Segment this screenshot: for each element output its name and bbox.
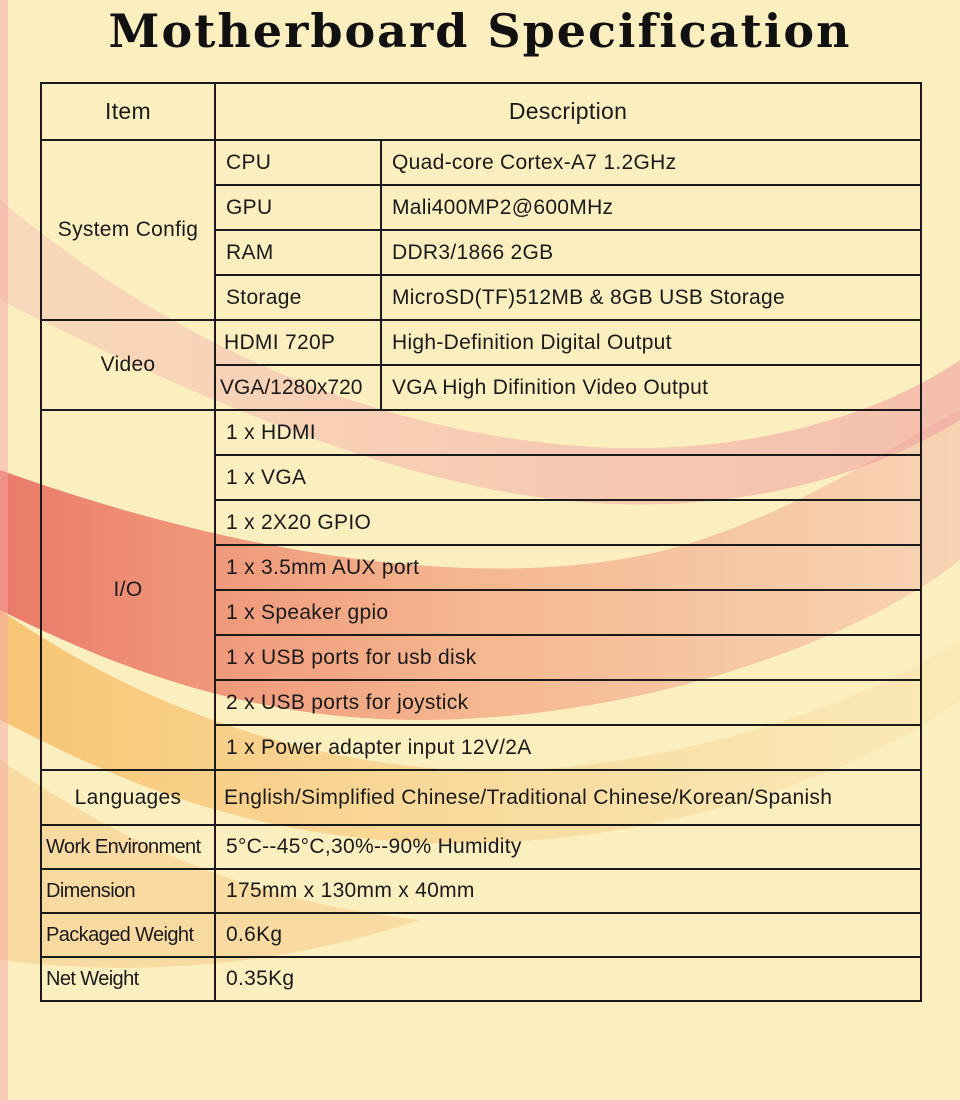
category-video: Video <box>41 320 215 410</box>
category-languages: Languages <box>41 770 215 825</box>
spec-value: High-Definition Digital Output <box>381 320 921 365</box>
io-item: 1 x 2X20 GPIO <box>215 500 921 545</box>
table-row <box>41 320 921 365</box>
io-item: 1 x 3.5mm AUX port <box>215 545 921 590</box>
spec-table <box>40 82 922 1002</box>
spec-value: DDR3/1866 2GB <box>381 230 921 275</box>
io-item: 1 x HDMI <box>215 410 921 455</box>
category-net-weight: Net Weight <box>41 957 215 1001</box>
category-dimension: Dimension <box>41 869 215 913</box>
spec-key: GPU <box>215 185 381 230</box>
spec-key: VGA/1280x720 <box>215 365 381 410</box>
table-row <box>41 410 921 455</box>
header-description: Description <box>215 83 921 140</box>
packaged-weight-value: 0.6Kg <box>215 913 921 957</box>
languages-value: English/Simplified Chinese/Traditional Chinese/Korean/Spanish <box>215 770 921 825</box>
category-io: I/O <box>41 410 215 770</box>
io-item: 2 x USB ports for joystick <box>215 680 921 725</box>
dimension-value: 175mm x 130mm x 40mm <box>215 869 921 913</box>
spec-value: VGA High Difinition Video Output <box>381 365 921 410</box>
table-row <box>41 957 921 1001</box>
table-row <box>41 770 921 825</box>
io-item: 1 x Power adapter input 12V/2A <box>215 725 921 770</box>
header-item: Item <box>41 83 215 140</box>
spec-key: Storage <box>215 275 381 320</box>
io-item: 1 x USB ports for usb disk <box>215 635 921 680</box>
io-item: 1 x VGA <box>215 455 921 500</box>
category-packaged-weight: Packaged Weight <box>41 913 215 957</box>
table-header-row <box>41 83 921 140</box>
spec-value: Mali400MP2@600MHz <box>381 185 921 230</box>
spec-value: MicroSD(TF)512MB & 8GB USB Storage <box>381 275 921 320</box>
page-title: Motherboard Specification <box>108 4 852 58</box>
spec-key: HDMI 720P <box>215 320 381 365</box>
spec-key: RAM <box>215 230 381 275</box>
spec-key: CPU <box>215 140 381 185</box>
table-row <box>41 140 921 185</box>
category-system-config: System Config <box>41 140 215 320</box>
category-work-environment: Work Environment <box>41 825 215 869</box>
net-weight-value: 0.35Kg <box>215 957 921 1001</box>
table-row <box>41 913 921 957</box>
io-item: 1 x Speaker gpio <box>215 590 921 635</box>
table-row <box>41 825 921 869</box>
work-environment-value: 5°C--45°C,30%--90% Humidity <box>215 825 921 869</box>
spec-value: Quad-core Cortex-A7 1.2GHz <box>381 140 921 185</box>
table-row <box>41 869 921 913</box>
